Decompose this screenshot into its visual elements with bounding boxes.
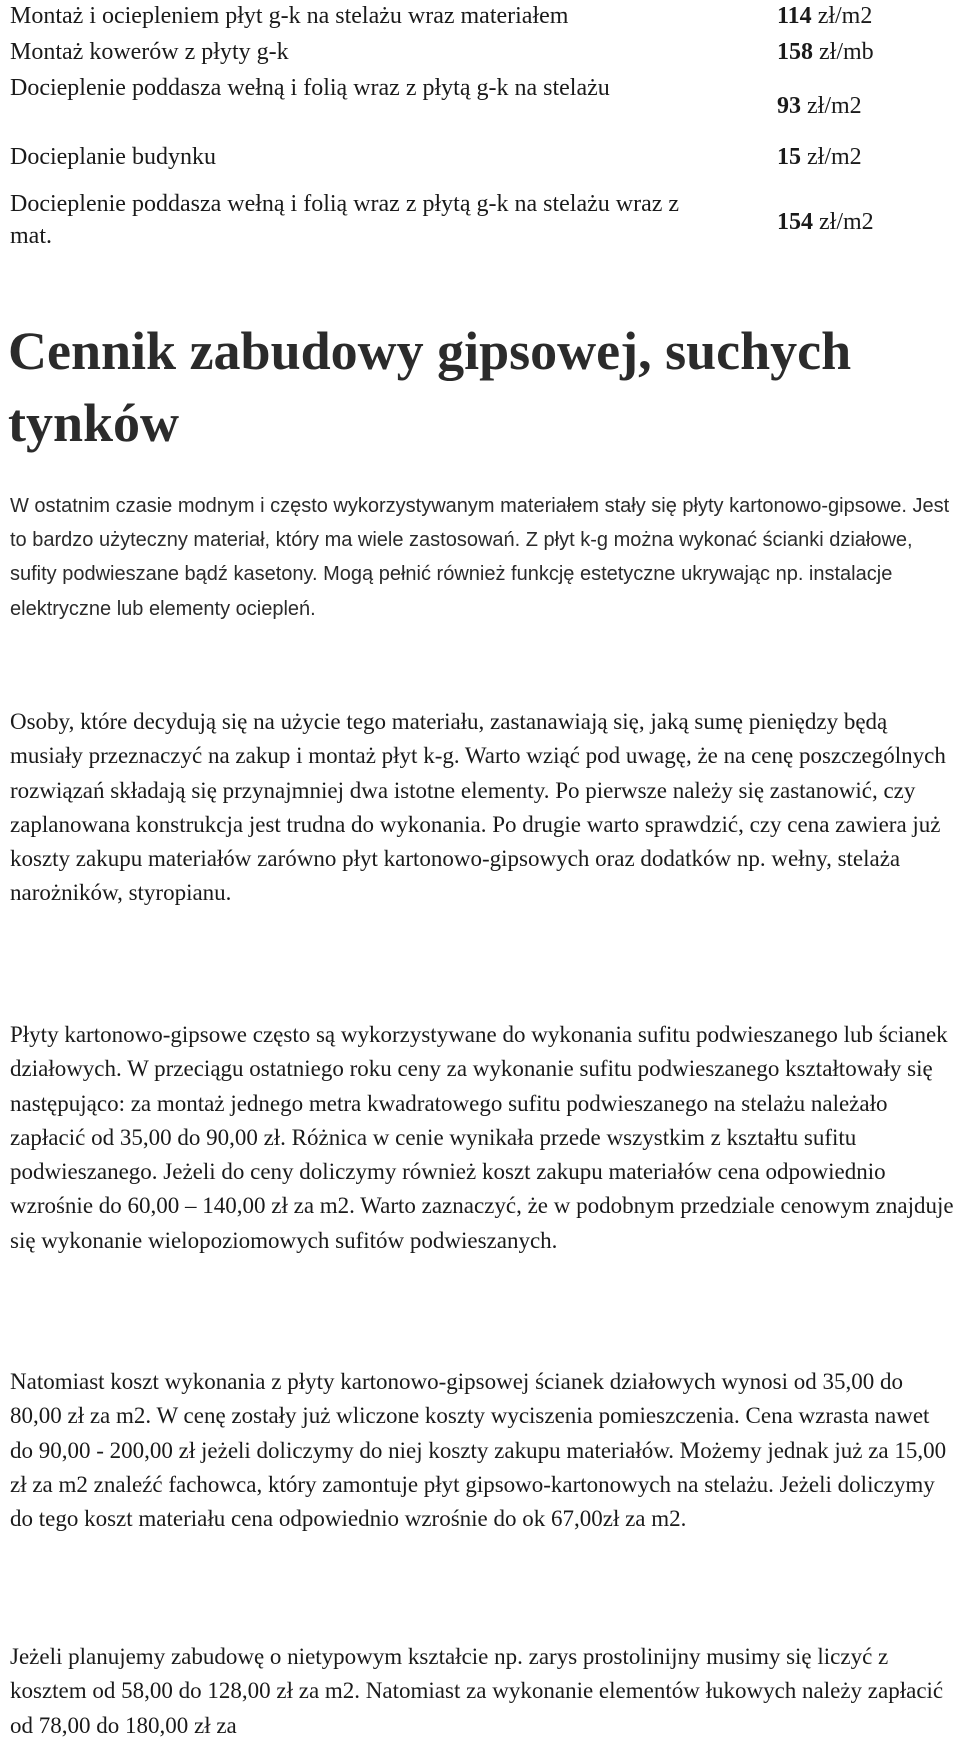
- paragraph-costs: Osoby, które decydują się na użycie tego materiału, zastanawiają się, jaką sumę pieniędzy będą musiały przeznaczyć na zakup i montaż płyt k-g. Warto wziąć pod uwagę, że na cenę poszczególnych rozwiązań składają się przynajmniej dwa istotne elementy. Po pierwsze należy się zastanowić, czy zaplanowana konstrukcja jest trudna do wykonania. Po drugie warto sprawdzić, czy cena zawiera już koszty zakupu materiałów zarówno płyt kartonowo-gipsowych oraz dodatków np. wełny, stelaża narożników, styropianu.: [10, 709, 946, 906]
- paragraph-ceilings: Płyty kartonowo-gipsowe często są wykorzystywane do wykonania sufitu podwieszanego lub ścianek działowych. W przeciągu ostatniego roku ceny za wykonanie sufitu podwieszanego kształtowały się następująco: za montaż jednego metra kwadratowego sufitu podwieszanego na stelażu należało zapłacić od 35,00 do 90,00 zł. Różnica w cenie wynikała przede wszystkim z kształtu sufitu podwieszanego. Jeżeli do ceny doliczymy również koszt zakupu materiałów cena odpowiednio wzrośnie do 60,00 – 140,00 zł za m2. Warto zaznaczyć, że w podobnym przedziale cenowym znajduje się wykonanie wielopoziomowych sufitów podwieszanych.: [10, 1022, 954, 1253]
- service-price: [777, 90, 862, 122]
- price-value: 93: [777, 93, 801, 119]
- service-name: Montaż kowerów z płyty g-k: [10, 39, 289, 65]
- service-price: [777, 36, 874, 68]
- price-value: 114: [777, 3, 812, 29]
- price-unit: zł/m2: [817, 3, 873, 29]
- paragraph-walls: Natomiast koszt wykonania z płyty kartonowo-gipsowej ścianek działowych wynosi od 35,00 do 80,00 zł za m2. W cenę zostały już wliczone koszty wyciszenia pomieszczenia. Cena wzrasta nawet do 90,00 - 200,00 zł jeżeli doliczymy do niej koszty zakupu materiałów. Możemy jednak już za 15,00 zł za m2 znaleźć fachowca, który zamontuje płyt gipsowo-kartonowych na stelażu. Jeżeli doliczymy do tego koszt materiału cena odpowiednio wzrośnie do ok 67,00zł za m2.: [10, 1369, 947, 1532]
- paragraph-intro: W ostatnim czasie modnym i często wykorzystywanym materiałem stały się płyty kartonowo-gipsowe. Jest to bardzo użyteczny materiał, który ma wiele zastosowań. Z płyt k-g można wykonać ścianki działowe, sufity podwieszane bądź kasetony. Mogą pełnić również funkcję estetyczne ukrywając np. instalacje elektryczne lub elementy ociepleń.: [10, 495, 950, 620]
- service-price: [777, 141, 862, 173]
- service-name: Docieplenie poddasza wełną i folią wraz z płytą g-k na stelażu wraz z mat.: [10, 191, 680, 249]
- price-unit: zł/mb: [819, 39, 874, 65]
- service-name: Docieplanie budynku: [10, 144, 216, 170]
- service-price: [777, 206, 874, 238]
- price-unit: zł/m2: [819, 209, 874, 235]
- service-name: Montaż i ociepleniem płyt g-k na stelażu wraz materiałem: [10, 3, 569, 29]
- service-price: [777, 0, 872, 32]
- price-unit: zł/m2: [807, 144, 862, 170]
- price-unit: zł/m2: [807, 93, 862, 119]
- price-value: 154: [777, 209, 813, 235]
- service-name: Docieplenie poddasza wełną i folią wraz z płytą g-k na stelażu: [10, 75, 610, 101]
- price-value: 158: [777, 39, 813, 65]
- section-heading: Cennik zabudowy gipsowej, suchych tynków: [8, 321, 852, 453]
- price-value: 15: [777, 144, 801, 170]
- paragraph-shapes: Jeżeli planujemy zabudowę o nietypowym kształcie np. zarys prostolinijny musimy się liczyć z kosztem od 58,00 do 128,00 zł za m2. Natomiast za wykonanie elementów łukowych należy zapłacić od 78,00 do 180,00 zł za: [10, 1644, 944, 1738]
